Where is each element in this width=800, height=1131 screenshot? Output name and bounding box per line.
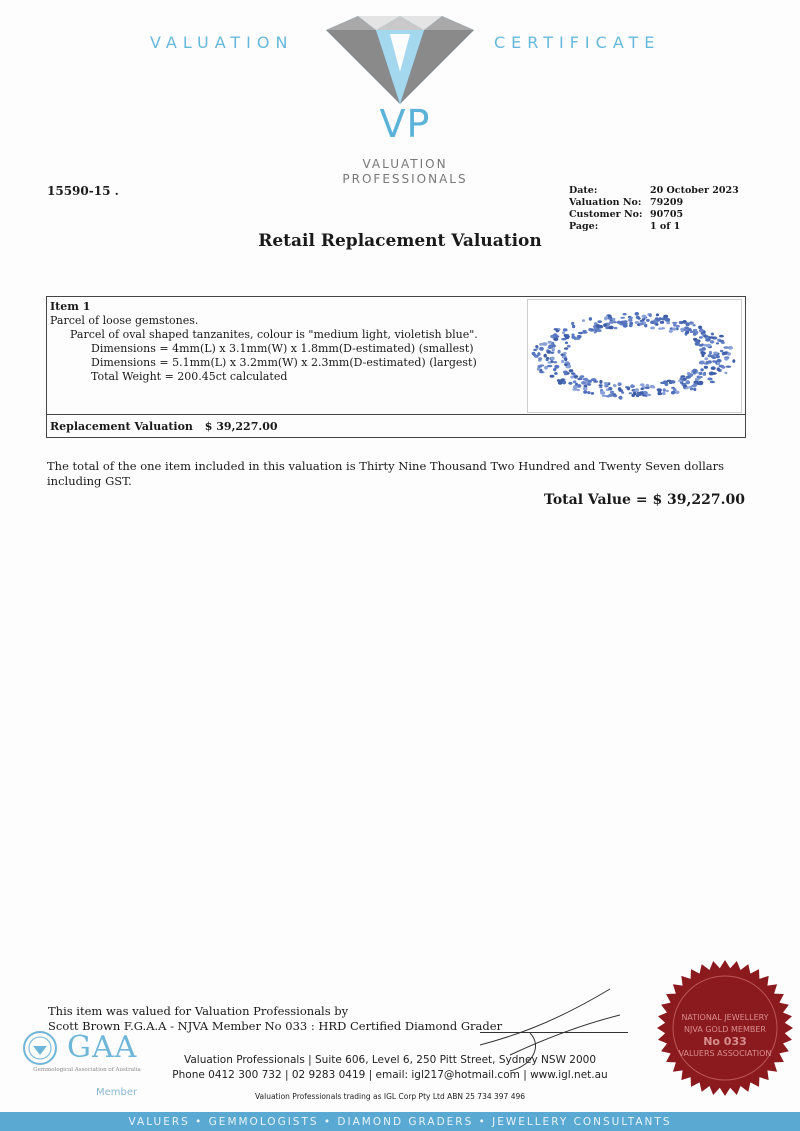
tanzanite-stone bbox=[550, 375, 555, 378]
replacement-valuation-label: Replacement Valuation bbox=[50, 420, 193, 433]
tanzanite-stone bbox=[558, 381, 563, 385]
tanzanite-stone bbox=[704, 363, 709, 365]
tanzanite-stone bbox=[704, 357, 708, 360]
tanzanite-stone bbox=[639, 322, 644, 325]
tanzanite-stone bbox=[711, 333, 714, 336]
tanzanite-stone bbox=[597, 329, 602, 332]
tanzanite-stone bbox=[645, 387, 650, 389]
tanzanite-stone bbox=[569, 369, 574, 372]
tanzanite-stone bbox=[678, 380, 682, 382]
tanzanite-stone bbox=[608, 387, 612, 391]
tanzanite-stone bbox=[698, 326, 702, 330]
tanzanite-stone bbox=[717, 362, 720, 365]
tanzanite-stone bbox=[629, 317, 633, 319]
tanzanite-stone bbox=[578, 332, 583, 334]
tanzanite-stone bbox=[646, 319, 650, 322]
tanzanite-stone bbox=[619, 396, 622, 400]
tanzanite-stone bbox=[649, 314, 652, 318]
tanzanite-stone bbox=[573, 380, 577, 383]
tanzanite-stone bbox=[587, 391, 590, 394]
tanzanite-stone bbox=[650, 327, 655, 330]
tanzanite-stone bbox=[698, 381, 703, 385]
tanzanite-stone bbox=[633, 392, 637, 396]
tanzanite-stone bbox=[553, 368, 556, 371]
tanzanite-stone bbox=[671, 392, 676, 394]
logo-valuation-text: VALUATION bbox=[362, 157, 448, 171]
tanzanite-stone bbox=[608, 315, 612, 317]
meta-row-date: Date: 20 October 2023 bbox=[569, 185, 739, 196]
tanzanite-stone bbox=[660, 321, 664, 324]
tanzanite-stone bbox=[695, 378, 700, 381]
tanzanite-stone bbox=[561, 360, 564, 364]
tanzanite-stone bbox=[630, 385, 635, 388]
tanzanite-stone bbox=[623, 313, 627, 315]
tanzanite-stone bbox=[591, 392, 595, 395]
tanzanite-stone bbox=[623, 320, 628, 322]
tanzanite-stone bbox=[553, 333, 558, 337]
footer-banner: VALUERS • GEMMOLOGISTS • DIAMOND GRADERS • JEWELLERY CONSULTANTS bbox=[0, 1112, 800, 1131]
tanzanite-stone bbox=[551, 357, 555, 361]
diamond-logo-icon bbox=[318, 12, 482, 112]
tanzanite-stone bbox=[553, 361, 557, 363]
tanzanite-stone bbox=[556, 330, 560, 333]
tanzanite-stone bbox=[604, 382, 609, 385]
tanzanite-stone bbox=[554, 372, 558, 375]
tanzanite-stone bbox=[663, 388, 666, 391]
tanzanite-parcel-image bbox=[528, 300, 741, 412]
tanzanite-stone bbox=[635, 312, 639, 316]
gaa-emblem-icon bbox=[18, 1030, 62, 1066]
tanzanite-stone bbox=[571, 336, 575, 339]
tanzanite-stone bbox=[551, 360, 554, 363]
tanzanite-stone bbox=[597, 320, 602, 323]
tanzanite-stone bbox=[658, 327, 663, 329]
tanzanite-stone bbox=[582, 319, 585, 322]
tanzanite-stone bbox=[695, 331, 698, 334]
tanzanite-stone bbox=[571, 372, 575, 375]
tanzanite-stone bbox=[683, 378, 687, 381]
tanzanite-stone bbox=[710, 340, 715, 344]
tanzanite-stone bbox=[693, 381, 698, 384]
tanzanite-stone bbox=[563, 328, 568, 331]
tanzanite-stone bbox=[599, 386, 602, 388]
reference-number: 15590-15 . bbox=[47, 184, 119, 198]
tanzanite-stone bbox=[698, 372, 702, 375]
tanzanite-stone bbox=[546, 359, 549, 361]
tanzanite-stone bbox=[689, 321, 694, 325]
tanzanite-stone bbox=[583, 390, 587, 394]
tanzanite-stone bbox=[672, 322, 677, 324]
total-description: The total of the one item included in this valuation is Thirty Nine Thousand Two Hundred and Twenty Seven dollars including GST. bbox=[47, 459, 725, 488]
tanzanite-stone bbox=[535, 345, 538, 348]
item-line-4: Dimensions = 5.1mm(L) x 3.2mm(W) x 2.3mm(D-estimated) (largest) bbox=[91, 356, 477, 369]
tanzanite-stone bbox=[699, 361, 705, 364]
tanzanite-stone bbox=[726, 366, 732, 368]
tanzanite-stone bbox=[702, 347, 706, 351]
contact-block bbox=[160, 1053, 620, 1083]
header-valuation-word: VALUATION bbox=[150, 33, 294, 52]
tanzanite-stone bbox=[619, 389, 623, 392]
tanzanite-stone bbox=[581, 381, 586, 385]
tanzanite-stone bbox=[561, 338, 566, 341]
tanzanite-stone bbox=[564, 347, 568, 349]
tanzanite-stone bbox=[564, 357, 567, 361]
tanzanite-stone bbox=[537, 365, 540, 368]
tanzanite-stone bbox=[671, 387, 675, 389]
tanzanite-stone bbox=[539, 371, 545, 373]
tanzanite-stone bbox=[686, 376, 691, 379]
seal-bottom-text: VALUERS ASSOCIATION bbox=[678, 1049, 772, 1058]
tanzanite-stone bbox=[642, 315, 647, 319]
tanzanite-stone bbox=[685, 331, 689, 334]
contact-phone-email: Phone 0412 300 732 | 02 9283 0419 | email: igl217@hotmail.com | www.igl.net.au bbox=[172, 1069, 608, 1081]
tanzanite-stone bbox=[532, 352, 536, 356]
tanzanite-stone bbox=[574, 375, 579, 377]
tanzanite-stone bbox=[723, 352, 728, 355]
tanzanite-stone bbox=[587, 383, 591, 386]
tanzanite-stone bbox=[640, 388, 643, 390]
tanzanite-stone bbox=[672, 381, 676, 384]
tanzanite-stone bbox=[711, 366, 716, 370]
tanzanite-stone bbox=[617, 321, 621, 324]
tanzanite-stone bbox=[604, 316, 608, 320]
tanzanite-stone bbox=[568, 382, 572, 385]
tanzanite-stone bbox=[716, 355, 720, 358]
tanzanite-stone bbox=[655, 324, 658, 326]
tanzanite-stone bbox=[699, 329, 704, 333]
tanzanite-stone bbox=[665, 390, 669, 392]
tanzanite-stone bbox=[719, 335, 724, 338]
tanzanite-stone bbox=[699, 336, 703, 338]
meta-row-valuation-no: Valuation No: 79209 bbox=[569, 197, 684, 208]
tanzanite-stone bbox=[685, 387, 688, 390]
tanzanite-stone bbox=[629, 392, 632, 394]
tanzanite-stone bbox=[635, 388, 639, 392]
tanzanite-stone bbox=[693, 388, 696, 392]
tanzanite-stone bbox=[676, 391, 680, 394]
header-certificate-word: CERTIFICATE bbox=[494, 33, 661, 52]
tanzanite-stone bbox=[613, 385, 616, 388]
tanzanite-stone bbox=[672, 327, 676, 330]
item-line-1: Parcel of loose gemstones. bbox=[50, 314, 199, 327]
tanzanite-stone bbox=[573, 385, 578, 388]
tanzanite-stone bbox=[716, 342, 719, 344]
tanzanite-stone bbox=[663, 315, 668, 318]
tanzanite-stone bbox=[704, 366, 708, 369]
tanzanite-stone bbox=[562, 381, 566, 385]
tanzanite-stone bbox=[608, 326, 614, 330]
tanzanite-stone bbox=[596, 324, 600, 328]
total-value: Total Value = $ 39,227.00 bbox=[544, 492, 745, 508]
tanzanite-stone bbox=[680, 375, 685, 377]
item-line-5: Total Weight = 200.45ct calculated bbox=[91, 370, 288, 383]
replacement-valuation bbox=[50, 420, 278, 433]
contact-address: Valuation Professionals | Suite 606, Level 6, 250 Pitt Street, Sydney NSW 2000 bbox=[183, 1054, 597, 1066]
tanzanite-stone bbox=[665, 382, 669, 386]
tanzanite-stone bbox=[600, 391, 605, 395]
tanzanite-stone bbox=[686, 380, 691, 384]
tanzanite-stone bbox=[570, 376, 574, 379]
tanzanite-stone bbox=[703, 344, 708, 346]
tanzanite-stone bbox=[709, 351, 712, 355]
tanzanite-stone bbox=[564, 373, 567, 375]
tanzanite-stone bbox=[538, 357, 542, 360]
tanzanite-stone bbox=[683, 320, 687, 324]
tanzanite-stone bbox=[723, 346, 728, 349]
meta-row-customer-no: Customer No: 90705 bbox=[569, 209, 684, 220]
tanzanite-stone bbox=[583, 378, 589, 381]
tanzanite-stone bbox=[683, 329, 688, 331]
tanzanite-stone bbox=[720, 350, 724, 353]
tanzanite-stone bbox=[717, 367, 720, 371]
tanzanite-stone bbox=[583, 387, 588, 390]
tanzanite-stone bbox=[703, 374, 706, 376]
tanzanite-stone bbox=[719, 340, 724, 343]
tanzanite-stone bbox=[550, 352, 555, 354]
replacement-valuation-value: $ 39,227.00 bbox=[204, 420, 278, 433]
tanzanite-stone bbox=[552, 344, 555, 347]
item-line-2: Parcel of oval shaped tanzanites, colour is "medium light, violetish blue". bbox=[70, 328, 478, 341]
tanzanite-stone bbox=[691, 385, 695, 387]
tanzanite-stone bbox=[732, 359, 735, 363]
tanzanite-stone bbox=[724, 358, 728, 360]
tanzanite-stone bbox=[653, 319, 656, 323]
gaa-logo-text: GAA bbox=[67, 1030, 138, 1065]
tanzanite-stone bbox=[639, 391, 643, 395]
tanzanite-stone bbox=[692, 369, 697, 373]
seal-top-text: NATIONAL JEWELLERY bbox=[681, 1013, 769, 1022]
tanzanite-stone bbox=[713, 352, 718, 355]
tanzanite-stone bbox=[657, 388, 662, 391]
tanzanite-stone bbox=[660, 382, 665, 384]
tanzanite-stone bbox=[571, 334, 574, 336]
tanzanite-stone bbox=[571, 322, 574, 325]
tanzanite-stone bbox=[662, 392, 666, 396]
seal-text bbox=[665, 1012, 785, 1060]
tanzanite-stone bbox=[657, 392, 662, 395]
tanzanite-stone bbox=[562, 331, 565, 334]
tanzanite-stone bbox=[693, 324, 696, 326]
tanzanite-stone bbox=[710, 381, 715, 384]
tanzanite-stone bbox=[610, 391, 614, 394]
tanzanite-stone bbox=[620, 317, 625, 319]
tanzanite-stone bbox=[708, 354, 712, 357]
tanzanite-stone bbox=[567, 345, 571, 348]
tanzanite-stone bbox=[589, 317, 592, 321]
tanzanite-stone bbox=[670, 329, 673, 332]
item-divider bbox=[47, 414, 745, 415]
tanzanite-stone bbox=[608, 394, 613, 397]
tanzanite-stone bbox=[709, 336, 715, 338]
trading-as-line: Valuation Professionals trading as IGL Corp Pty Ltd ABN 25 734 397 496 bbox=[254, 1092, 526, 1101]
meta-row-page: Page: 1 of 1 bbox=[569, 221, 681, 232]
tanzanite-stone bbox=[623, 324, 628, 328]
tanzanite-stone bbox=[542, 342, 548, 346]
tanzanite-stone bbox=[564, 363, 567, 366]
tanzanite-stone bbox=[577, 378, 582, 380]
tanzanite-stone bbox=[721, 366, 725, 368]
tanzanite-stone bbox=[563, 352, 567, 355]
vp-logo-letters: VP bbox=[379, 102, 431, 146]
tanzanite-stone bbox=[565, 335, 570, 338]
tanzanite-stone bbox=[629, 322, 633, 325]
tanzanite-stone bbox=[695, 342, 700, 346]
tanzanite-stone bbox=[701, 351, 706, 355]
seal-middle-text: NJVA GOLD MEMBER bbox=[684, 1025, 766, 1034]
tanzanite-stone bbox=[537, 352, 540, 356]
tanzanite-stone bbox=[609, 321, 614, 324]
tanzanite-stone bbox=[656, 313, 659, 316]
tanzanite-stone bbox=[553, 337, 558, 341]
tanzanite-stone bbox=[712, 360, 716, 362]
tanzanite-stone bbox=[614, 327, 618, 329]
gaa-association-text: Gemmological Association of Australia bbox=[33, 1067, 141, 1073]
tanzanite-stone bbox=[618, 382, 622, 386]
tanzanite-stone bbox=[698, 376, 703, 378]
tanzanite-stone bbox=[588, 328, 592, 331]
tanzanite-stone bbox=[625, 386, 630, 388]
tanzanite-stone bbox=[640, 383, 645, 386]
tanzanite-stone bbox=[613, 321, 617, 323]
tanzanite-stone bbox=[565, 342, 568, 345]
tanzanite-stone bbox=[572, 325, 575, 328]
tanzanite-stone bbox=[599, 380, 602, 384]
valuer-line-1: This item was valued for Valuation Professionals by bbox=[48, 1004, 349, 1018]
gemstone-parcel-photo bbox=[527, 299, 742, 413]
tanzanite-stone bbox=[591, 378, 597, 381]
item-heading: Item 1 bbox=[50, 300, 91, 313]
tanzanite-stone bbox=[539, 347, 544, 351]
item-line-3: Dimensions = 4mm(L) x 3.1mm(W) x 1.8mm(D-estimated) (smallest) bbox=[91, 342, 474, 355]
tanzanite-stone bbox=[646, 394, 651, 397]
tanzanite-stone bbox=[707, 378, 712, 381]
tanzanite-stone bbox=[572, 388, 577, 390]
tanzanite-stone bbox=[577, 335, 581, 338]
tanzanite-stone bbox=[635, 321, 640, 324]
tanzanite-stone bbox=[693, 338, 697, 341]
tanzanite-stone bbox=[727, 352, 731, 355]
tanzanite-stone bbox=[603, 323, 607, 327]
tanzanite-stone bbox=[558, 350, 561, 354]
tanzanite-stone bbox=[544, 354, 547, 358]
tanzanite-stone bbox=[700, 368, 703, 371]
item-box bbox=[46, 296, 746, 438]
seal-number: No 033 bbox=[703, 1035, 747, 1048]
item-description bbox=[50, 300, 478, 384]
tanzanite-stone bbox=[650, 385, 655, 388]
document-title: Retail Replacement Valuation bbox=[258, 231, 542, 251]
tanzanite-stone bbox=[547, 365, 552, 367]
tanzanite-stone bbox=[724, 372, 727, 375]
tanzanite-stone bbox=[711, 372, 717, 375]
logo-professionals-text: PROFESSIONALS bbox=[342, 172, 468, 186]
tanzanite-stone bbox=[688, 386, 691, 388]
gaa-member-label: Member bbox=[96, 1087, 138, 1098]
tanzanite-stone bbox=[548, 341, 553, 344]
valuer-line-2: Scott Brown F.G.A.A - NJVA Member No 033 : HRD Certified Diamond Grader bbox=[48, 1019, 503, 1033]
meta-block bbox=[569, 185, 739, 233]
tanzanite-stone bbox=[636, 316, 640, 319]
